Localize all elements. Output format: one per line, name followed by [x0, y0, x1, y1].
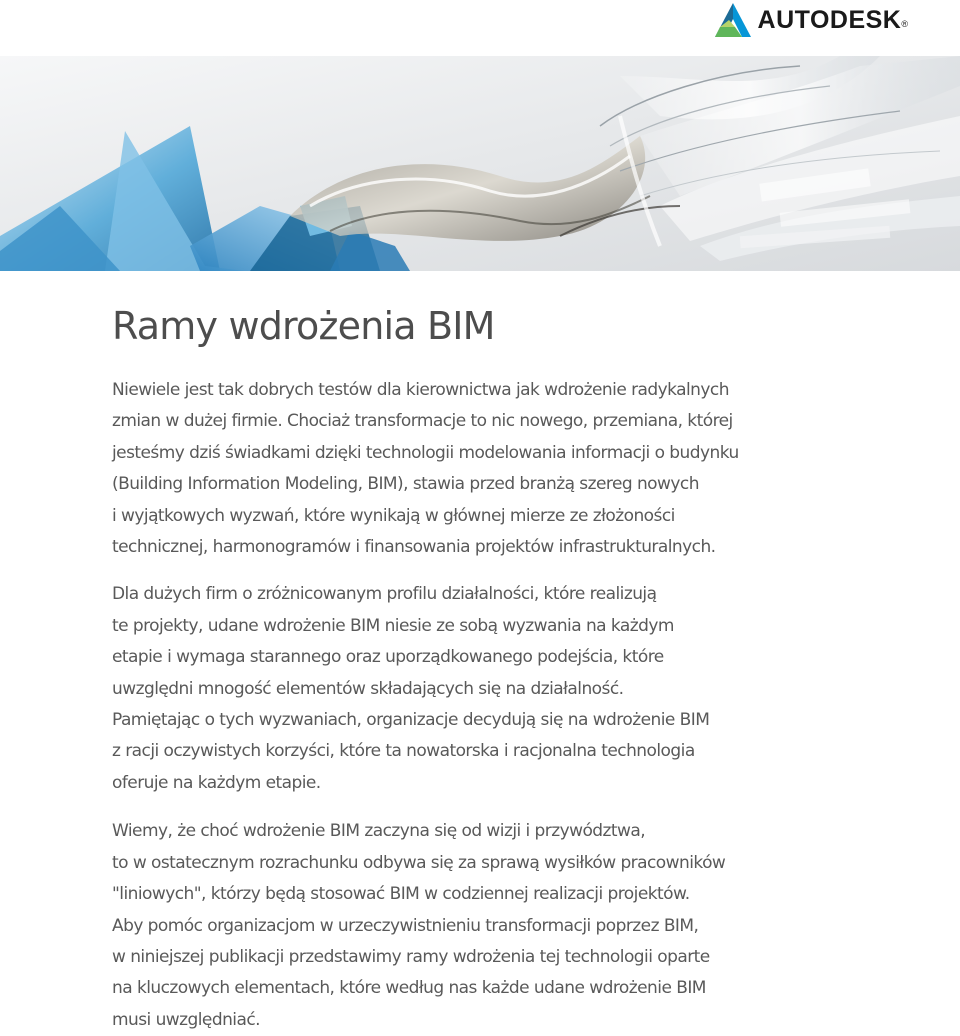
paragraph-line: z racji oczywistych korzyści, które ta nowatorska i racjonalna technologia	[112, 741, 695, 762]
paragraph-line: musi uwzględniać.	[112, 1009, 260, 1030]
paragraph-line: Niewiele jest tak dobrych testów dla kierownictwa jak wdrożenie radykalnych	[112, 380, 729, 400]
paragraph-line: Wiemy, że choć wdrożenie BIM zaczyna się od wizji i przywództwa,	[112, 821, 646, 842]
paragraph-line: zmian w dużej firmie. Chociaż transformacje to nic nowego, przemiana, której	[112, 411, 733, 432]
paragraph-line: (Building Information Modeling, BIM), stawia przed branżą szereg nowych	[112, 474, 699, 495]
paragraph-line: oferuje na każdym etapie.	[112, 772, 321, 793]
paragraph-line: to w ostatecznym rozrachunku odbywa się za sprawą wysiłków pracowników	[112, 852, 726, 873]
paragraph-1	[112, 375, 832, 563]
autodesk-logo-icon	[715, 3, 751, 37]
document-content	[112, 300, 832, 1036]
autodesk-logo	[715, 2, 908, 38]
paragraph-line: jesteśmy dziś świadkami dzięki technologii modelowania informacji o budynku	[112, 442, 739, 463]
paragraph-3	[112, 816, 832, 1036]
abstract-architecture-illustration	[0, 56, 960, 271]
paragraph-line: Dla dużych firm o zróżnicowanym profilu działalności, które realizują	[112, 584, 657, 605]
registered-mark: ®	[901, 19, 908, 29]
page-title: Ramy wdrożenia BIM	[112, 304, 495, 348]
paragraph-line: w niniejszej publikacji przedstawimy ramy wdrożenia tej technologii oparte	[112, 946, 710, 967]
paragraph-line: Aby pomóc organizacjom w urzeczywistnieniu transformacji poprzez BIM,	[112, 915, 699, 936]
paragraph-line: i wyjątkowych wyzwań, które wynikają w głównej mierze ze złożoności	[112, 505, 675, 526]
paragraph-line: etapie i wymaga starannego oraz uporządkowanego podejścia, które	[112, 647, 664, 668]
paragraph-line: technicznej, harmonogramów i finansowania projektów infrastrukturalnych.	[112, 537, 716, 558]
hero-image	[0, 56, 960, 271]
paragraph-line: uwzględni mnogość elementów składających się na działalność.	[112, 678, 624, 699]
brand-name: AUTODESK	[757, 5, 902, 34]
paragraph-2	[112, 579, 832, 799]
paragraph-line: te projekty, udane wdrożenie BIM niesie ze sobą wyzwania na każdym	[112, 615, 674, 636]
paragraph-line: na kluczowych elementach, które według nas każde udane wdrożenie BIM	[112, 978, 706, 999]
paragraph-line: Pamiętając o tych wyzwaniach, organizacje decydują się na wdrożenie BIM	[112, 710, 710, 731]
page-header	[0, 0, 960, 56]
paragraph-line: "liniowych", którzy będą stosować BIM w codziennej realizacji projektów.	[112, 884, 690, 905]
